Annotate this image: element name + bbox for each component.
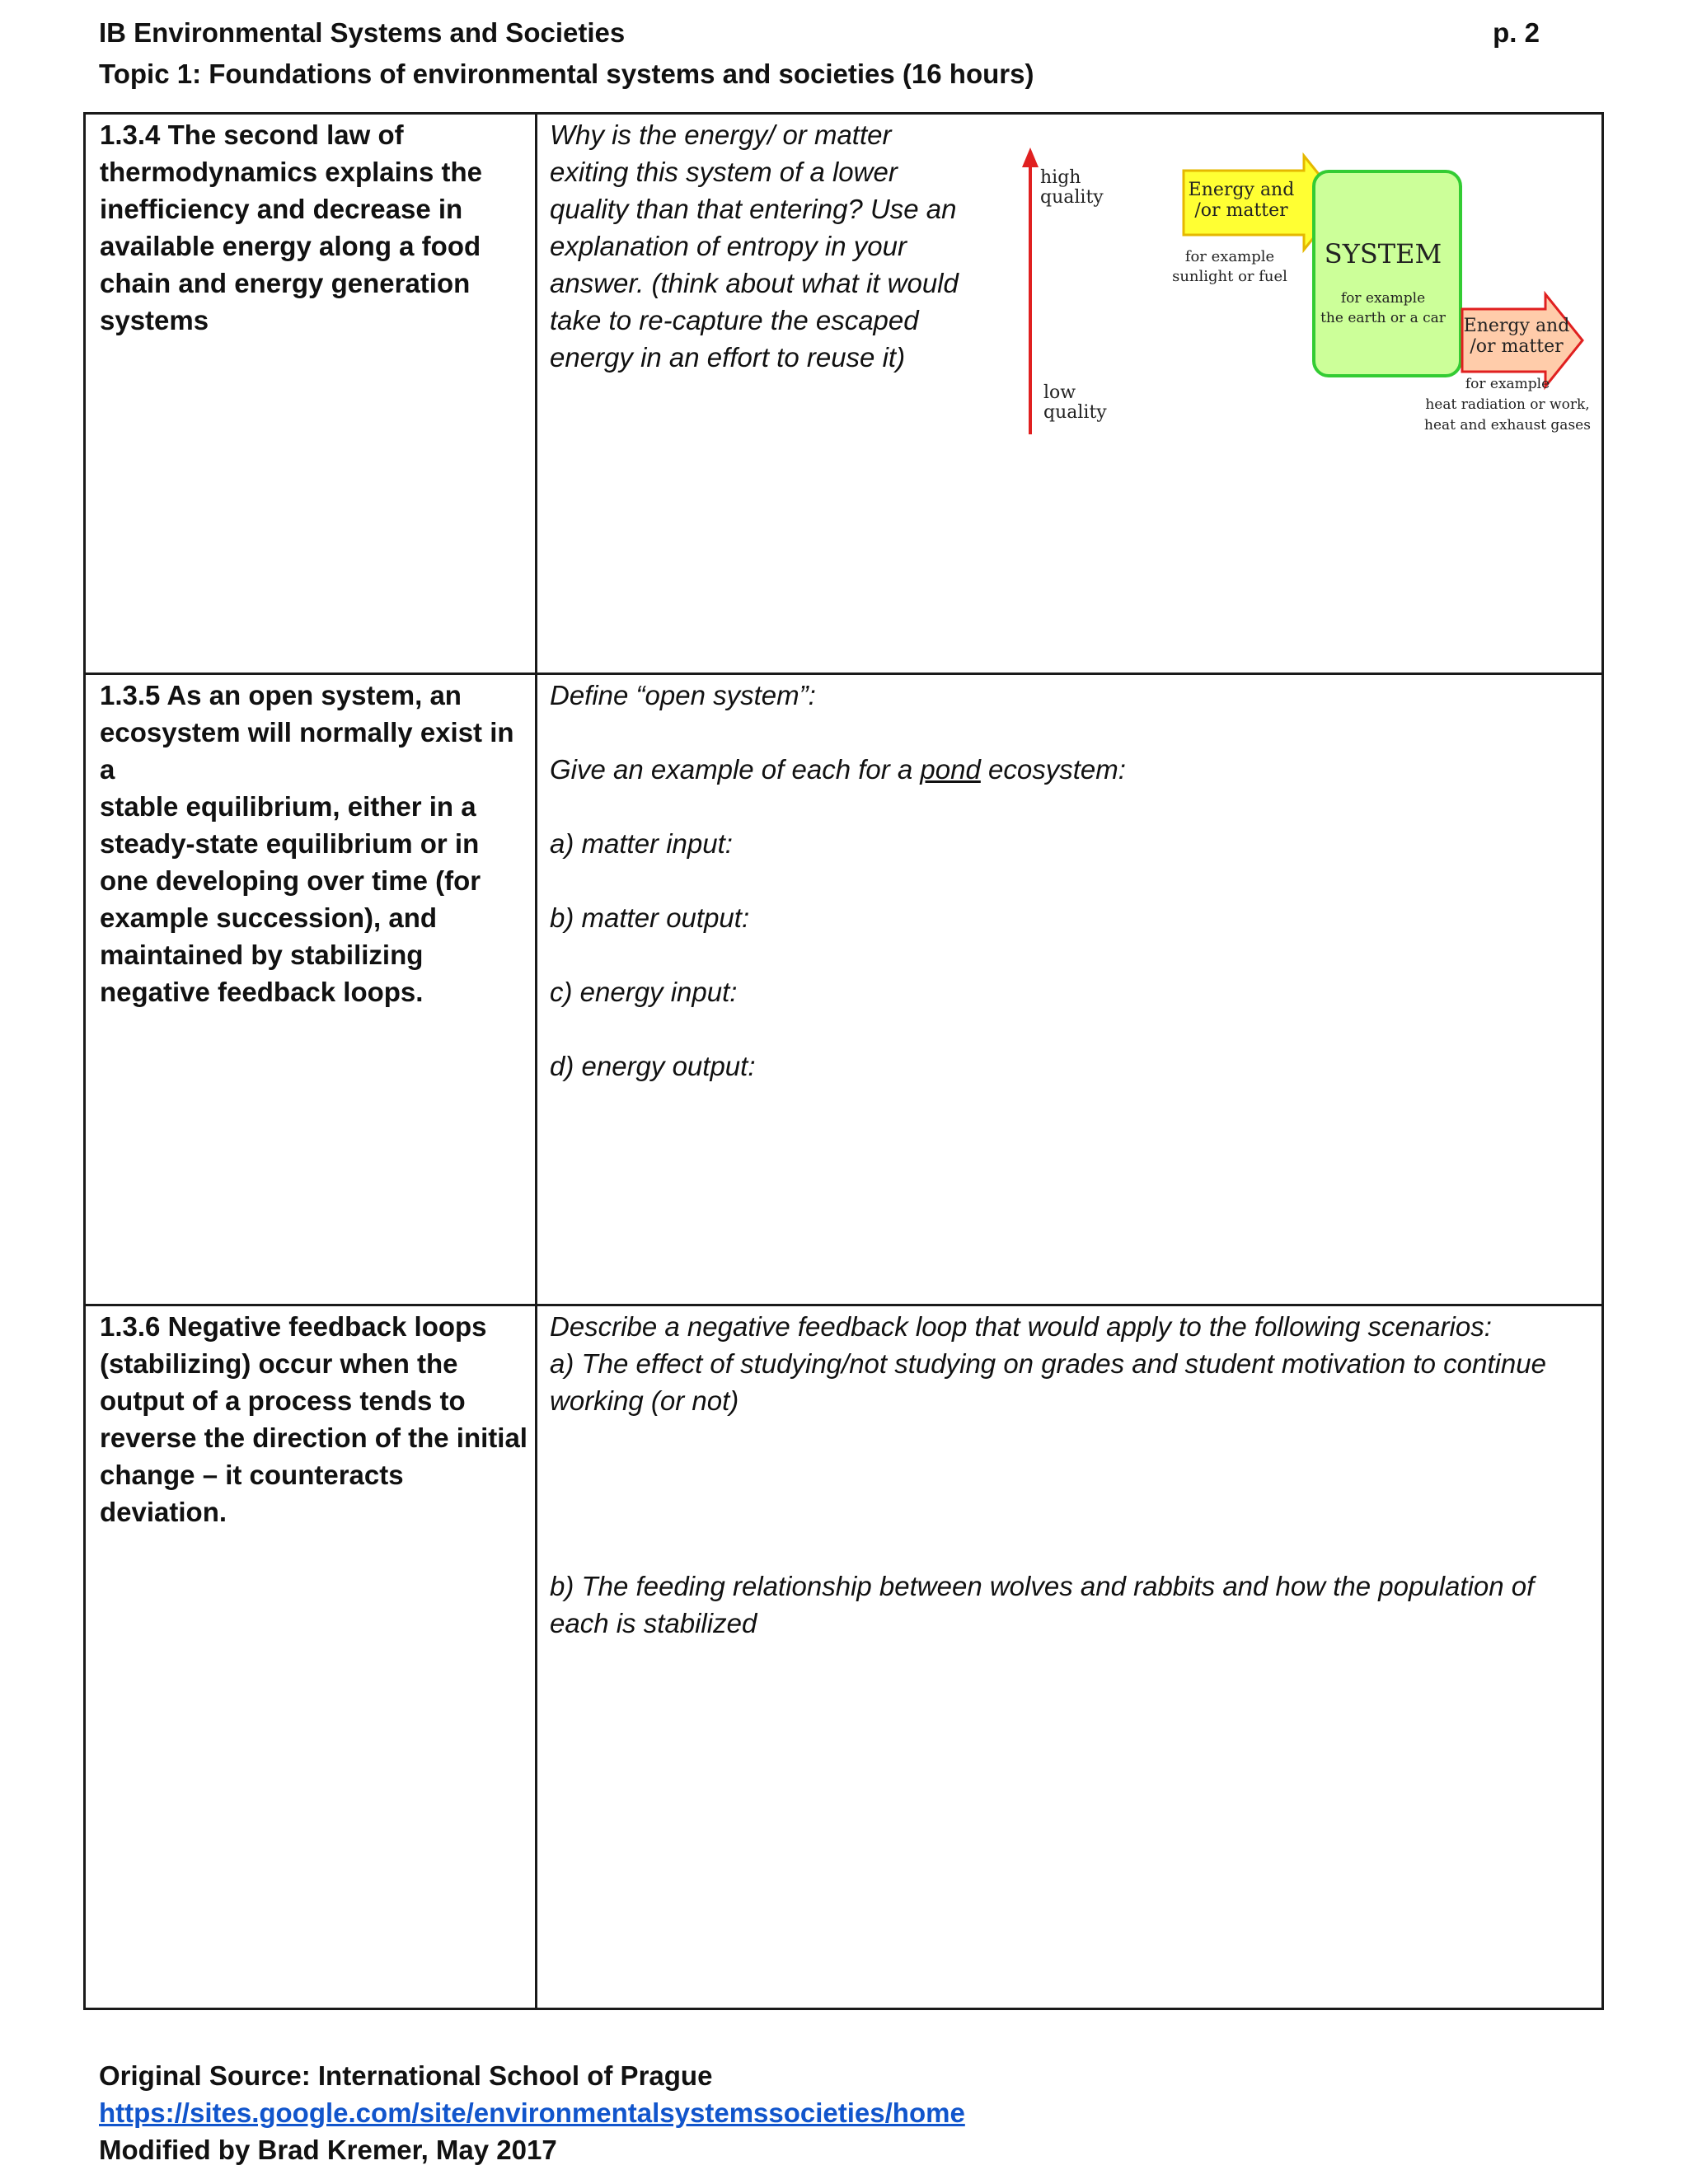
item-energy-input: c) energy input:	[550, 977, 738, 1007]
row-divider	[86, 1304, 1601, 1306]
topic-line: systems	[100, 305, 209, 335]
prompt-feedback	[550, 1308, 1546, 1419]
system-example: for example the earth or a car	[1320, 290, 1446, 326]
doc-title: IB Environmental Systems and Societies	[99, 17, 626, 48]
example-prompt: Give an example of each for a pond ecosystem:	[550, 754, 1126, 785]
item-matter-input: a) matter input:	[550, 828, 733, 859]
topic-line: change – it counteracts	[100, 1460, 404, 1490]
topic-line: inefficiency and decrease in	[100, 194, 463, 224]
prompt-open-system	[550, 677, 1126, 1085]
part-b-line: each is stabilized	[550, 1608, 757, 1638]
prompt-line: answer. (think about what it would	[550, 268, 959, 298]
system-box	[1314, 171, 1461, 376]
prompt-line: quality than that entering? Use an	[550, 194, 957, 224]
input-label: Energy and /or matter	[1188, 180, 1295, 221]
prompt-line: exiting this system of a lower	[550, 157, 898, 187]
topic-line: 1.3.5 As an open system, an	[100, 680, 462, 710]
page-number: p. 2	[1493, 17, 1540, 48]
prompt-feedback-b	[550, 1568, 1534, 1642]
topic-line: output of a process tends to	[100, 1385, 466, 1416]
define-prompt: Define “open system”:	[550, 680, 816, 710]
topic-line: maintained by stabilizing	[100, 940, 424, 970]
topic-line: 1.3.4 The second law of	[100, 120, 404, 150]
topic-line: chain and energy generation	[100, 268, 471, 298]
topic-line: available energy along a food	[100, 231, 481, 261]
input-example: for example sunlight or fuel	[1172, 248, 1287, 285]
prompt-line: energy in an effort to reuse it)	[550, 342, 906, 373]
energy-system-diagram	[1014, 144, 1607, 441]
prompt-line: take to re-capture the escaped	[550, 305, 919, 335]
topic-1-3-4	[100, 116, 528, 339]
item-matter-output: b) matter output:	[550, 902, 750, 933]
part-a-line: working (or not)	[550, 1385, 739, 1416]
prompt-entropy	[550, 116, 959, 376]
topic-line: (stabilizing) occur when the	[100, 1348, 458, 1379]
topic-line: 1.3.6 Negative feedback loops	[100, 1311, 487, 1342]
high-quality-label: high quality	[1040, 167, 1104, 208]
low-quality-label: low quality	[1043, 382, 1107, 423]
modified-credit: Modified by Brad Kremer, May 2017	[99, 2135, 557, 2165]
output-example: for example heat radiation or work, heat and exhaust gases	[1424, 376, 1591, 434]
topic-line: thermodynamics explains the	[100, 157, 482, 187]
topic-heading: Topic 1: Foundations of environmental systems and societies (16 hours)	[99, 59, 1034, 89]
topic-line: reverse the direction of the initial	[100, 1422, 528, 1453]
part-a-line: a) The effect of studying/not studying on grades and student motivation to continue	[550, 1348, 1546, 1379]
quality-arrow-head	[1022, 148, 1039, 167]
row-divider	[86, 673, 1601, 675]
topic-1-3-6	[100, 1308, 528, 1530]
topic-line: one developing over time (for	[100, 865, 481, 896]
source-credit: Original Source: International School of Prague	[99, 2060, 713, 2091]
topic-line: stable equilibrium, either in a	[100, 791, 476, 822]
prompt-line: explanation of entropy in your	[550, 231, 907, 261]
topic-line: ecosystem will normally exist in a	[100, 717, 514, 785]
topic-line: example succession), and	[100, 902, 438, 933]
feedback-intro: Describe a negative feedback loop that would apply to the following scenarios:	[550, 1311, 1492, 1342]
part-b-line: b) The feeding relationship between wolves and rabbits and how the population of	[550, 1571, 1535, 1601]
item-energy-output: d) energy output:	[550, 1051, 756, 1081]
source-link[interactable]: https://sites.google.com/site/environmentalsystemssocieties/home	[99, 2097, 965, 2128]
topic-line: steady-state equilibrium or in	[100, 828, 480, 859]
topic-1-3-5	[100, 677, 528, 1010]
output-label: Energy and /or matter	[1463, 316, 1570, 357]
prompt-line: Why is the energy/ or matter	[550, 120, 892, 150]
footer	[99, 2057, 965, 2168]
pond-underlined: pond	[920, 754, 981, 785]
system-label: SYSTEM	[1324, 238, 1442, 269]
column-divider	[535, 115, 537, 2008]
topic-line: deviation.	[100, 1497, 227, 1527]
topic-line: negative feedback loops.	[100, 977, 424, 1007]
